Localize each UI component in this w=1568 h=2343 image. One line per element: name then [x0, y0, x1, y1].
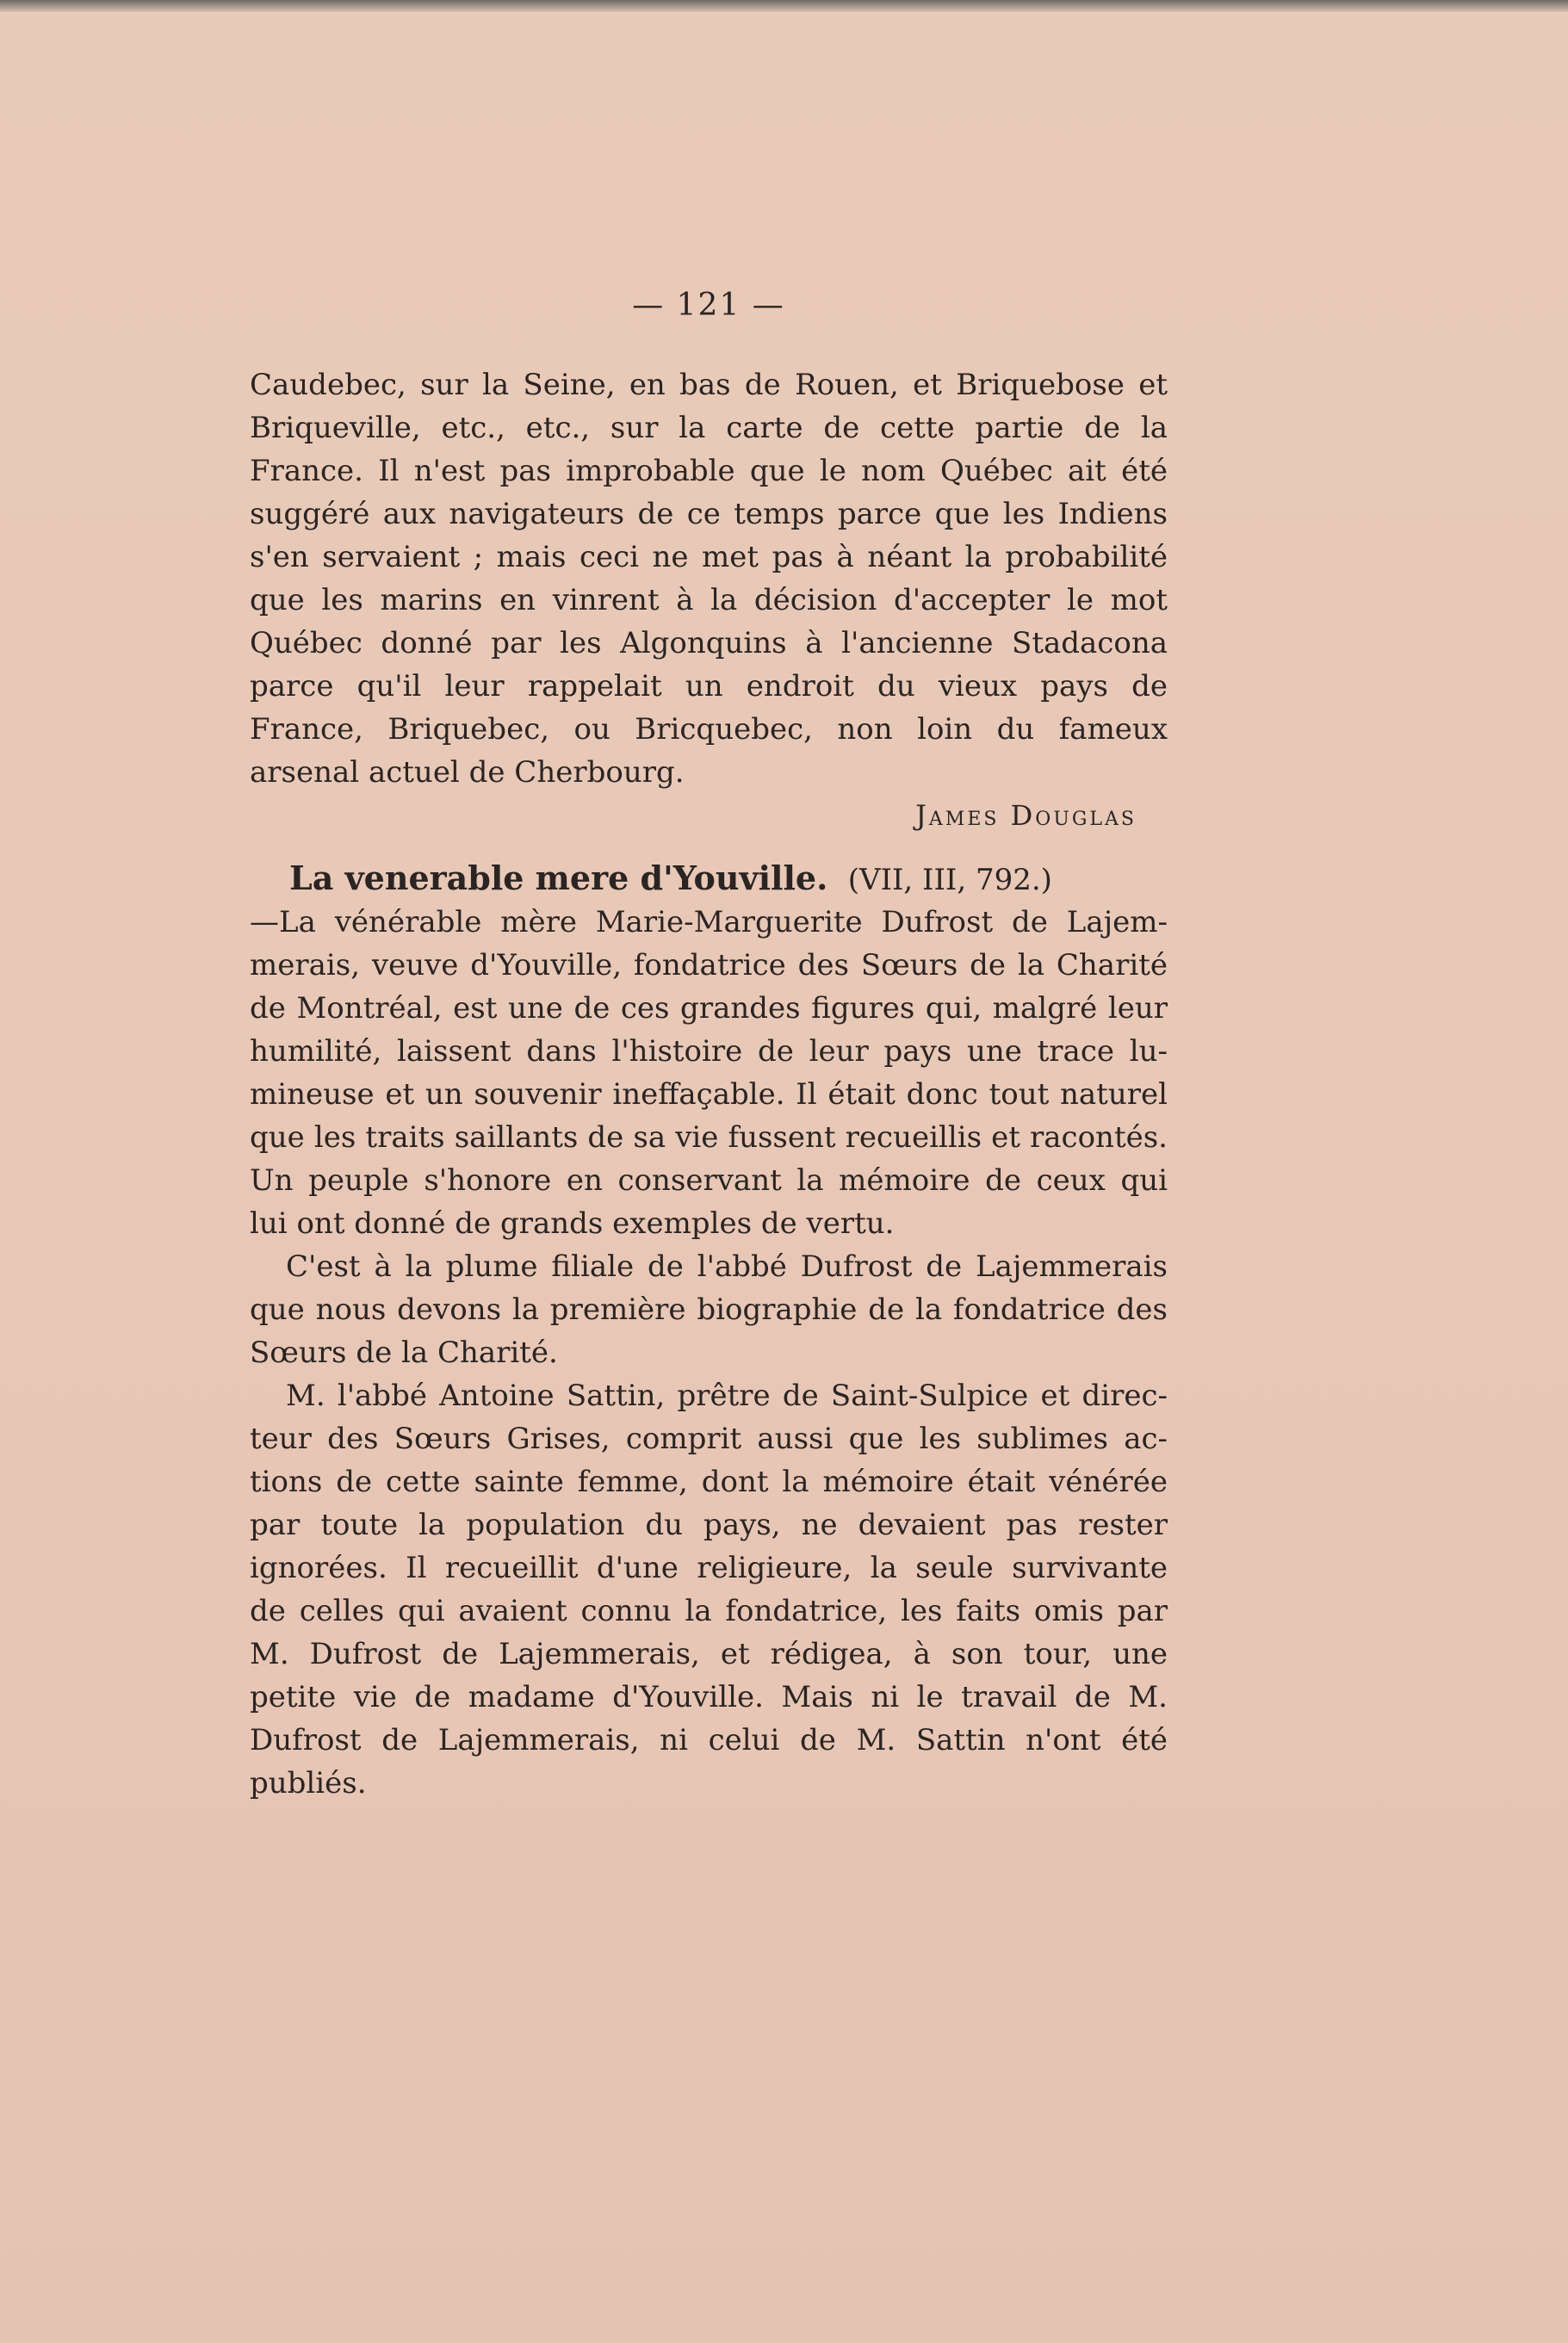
paragraph-line: —La vénérable mère Marie-Marguerite Dufrost de Lajem- [250, 905, 1168, 939]
author-signature: James Douglas [915, 799, 1137, 832]
paragraph-line: arsenal actuel de Cherbourg. [250, 755, 685, 790]
article-paragraph-2 [250, 1245, 1168, 1374]
article-heading [250, 856, 1168, 901]
paragraph-line: suggéré aux navigateurs de ce temps parce que les Indiens [250, 497, 1168, 531]
paragraph-1 [250, 363, 1168, 794]
article-paragraph-1 [250, 901, 1168, 1245]
page-top-edge [0, 0, 1568, 12]
paragraph-line: humilité, laissent dans l'histoire de leur pays une trace lu- [250, 1034, 1168, 1069]
paragraph-line: petite vie de madame d'Youville. Mais ni le travail de M. [250, 1680, 1168, 1714]
paragraph-line: Briqueville, etc., etc., sur la carte de cette partie de la [250, 411, 1168, 445]
paragraph-line: s'en servaient ; mais ceci ne met pas à néant la probabilité [250, 540, 1168, 574]
paragraph-line: lui ont donné de grands exemples de vertu. [250, 1206, 895, 1241]
paragraph-line: Caudebec, sur la Seine, en bas de Rouen, et Briquebose et [250, 368, 1168, 402]
paragraph-line: Un peuple s'honore en conservant la mémoire de ceux qui [250, 1163, 1168, 1198]
paragraph-line: de Montréal, est une de ces grandes figures qui, malgré leur [250, 991, 1168, 1026]
paragraph-line: Sœurs de la Charité. [250, 1336, 558, 1370]
paragraph-line: M. l'abbé Antoine Sattin, prêtre de Saint-Sulpice et direc- [286, 1379, 1168, 1413]
page-number: — 121 — [632, 288, 785, 323]
paragraph-line: publiés. [250, 1766, 367, 1801]
article-title: La venerable mere d'Youville. [289, 858, 828, 897]
article-reference: (VII, III, 792.) [847, 863, 1052, 897]
paragraph-line: France. Il n'est pas improbable que le nom Québec ait été [250, 454, 1168, 488]
article-paragraph-3 [250, 1374, 1168, 1805]
paragraph-line: que nous devons la première biographie de la fondatrice des [250, 1292, 1168, 1327]
paragraph-line: merais, veuve d'Youville, fondatrice des Sœurs de la Charité [250, 948, 1168, 982]
paragraph-line: que les traits saillants de sa vie fussent recueillis et racontés. [250, 1120, 1168, 1155]
article-section [250, 856, 1168, 1805]
paragraph-line: mineuse et un souvenir ineffaçable. Il était donc tout naturel [250, 1077, 1168, 1112]
paragraph-line: M. Dufrost de Lajemmerais, et rédigea, à son tour, une [250, 1637, 1168, 1671]
paragraph-line: Québec donné par les Algonquins à l'ancienne Stadacona [250, 626, 1168, 660]
paragraph-line: parce qu'il leur rappelait un endroit du vieux pays de [250, 669, 1168, 704]
paragraph-line: que les marins en vinrent à la décision d'accepter le mot [250, 583, 1168, 617]
paragraph-line: de celles qui avaient connu la fondatrice, les faits omis par [250, 1594, 1168, 1628]
paragraph-line: France, Briquebec, ou Bricquebec, non loin du fameux [250, 712, 1168, 747]
paragraph-line: tions de cette sainte femme, dont la mémoire était vénérée [250, 1465, 1168, 1499]
paragraph-line: teur des Sœurs Grises, comprit aussi que les sublimes ac- [250, 1422, 1168, 1456]
paragraph-line: C'est à la plume filiale de l'abbé Dufrost de Lajemmerais [286, 1249, 1168, 1284]
paragraph-line: Dufrost de Lajemmerais, ni celui de M. Sattin n'ont été [250, 1723, 1168, 1757]
paragraph-line: ignorées. Il recueillit d'une religieure, la seule survivante [250, 1551, 1168, 1585]
paragraph-line: par toute la population du pays, ne devaient pas rester [250, 1508, 1168, 1542]
